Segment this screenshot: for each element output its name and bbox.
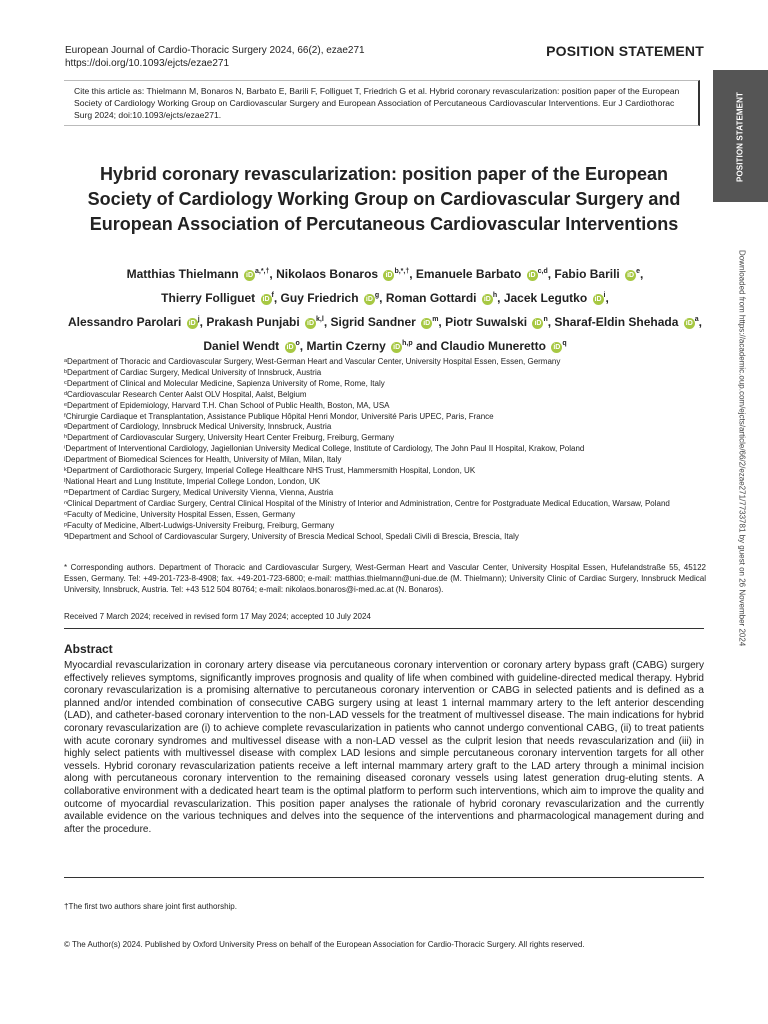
author — [554, 267, 640, 281]
affiliation-item: ᵈCardiovascular Research Center Aalst OLV Hospital, Aalst, Belgium — [64, 389, 307, 399]
author-affiliation-marker: b,*,† — [394, 268, 410, 275]
doi-link[interactable]: https://doi.org/10.1093/ejcts/ezae271 — [65, 58, 230, 69]
orcid-icon[interactable]: iD — [553, 344, 561, 351]
author-name: Sharaf-Eldin Shehada — [554, 315, 682, 329]
author-affiliation-marker: i — [603, 292, 606, 299]
footnote: †The first two authors share joint first authorship. — [64, 902, 237, 911]
position-statement-tab-label: POSITION STATEMENT — [735, 92, 745, 182]
author-affiliation-marker: e — [636, 268, 640, 275]
download-stamp — [737, 250, 756, 760]
journal-citation: European Journal of Cardio-Thoracic Surgery 2024, 66(2), ezae271 — [65, 45, 365, 56]
author-affiliation-marker: o — [295, 340, 300, 347]
author-name: Claudio Muneretto — [440, 339, 550, 353]
author — [386, 291, 497, 305]
affiliation-item: ᵒFaculty of Medicine, University Hospital Essen, Essen, Germany — [64, 509, 296, 519]
orcid-icon[interactable]: iD — [365, 296, 373, 303]
author-name: Matthias Thielmann — [126, 267, 242, 281]
author-name: Emanuele Barbato — [415, 267, 525, 281]
author — [281, 291, 380, 305]
author-list: Matthias Thielmann $iD^{a,*,\dagger}$, Nikolaos Bonaros $iD^{b,*,\dagger}$, Emanuele Barbato iD$^{c,d}$, Fabio Barili $iD^e$, Thierry Folliguet $iD^f$, Guy Friedrich $iD^g$, Roman Gottardi $iD^h$, Jacek Legutko $iD^i$, Alessandro Parolari $iD^j$, Prakash Punjabi iD$^{k,l}$, Sigrid Sandner $iD^m$, Piotr Suwalski $iD^n$, Sharaf-Eldin Shehada $iD^a$, Daniel Wendt $iD^o$, Martin Czerny iD$^{h,p}$ and Claudio Muneretto $iD^q$ — [67, 267, 703, 353]
author — [161, 291, 274, 305]
author-affiliation-marker: c,d — [537, 268, 548, 275]
author — [504, 291, 606, 305]
author-name: Guy Friedrich — [280, 291, 362, 305]
affiliation-item: ᵐDepartment of Cardiac Surgery, Medical University Vienna, Vienna, Austria — [64, 487, 334, 497]
author — [331, 315, 439, 329]
position-statement-tab — [713, 70, 768, 202]
paper-title: Hybrid coronary revascularization: position paper of the European Society of Cardiology Working Group on Cardiovascular Surgery and European Association of Percutaneous Cardiovascular Interventions — [87, 164, 681, 235]
affiliation-item: ʲDepartment of Biomedical Sciences for Health, University of Milan, Milan, Italy — [64, 455, 342, 465]
affiliation-item: ⁱDepartment of Interventional Cardiology, Jagiellonian University Medical College, Institute of Cardiology, The John Paul II Hospital, Krakow, Poland — [64, 444, 585, 454]
author-affiliation-marker: n — [543, 316, 548, 323]
affiliation-item: ᵏDepartment of Cardiothoracic Surgery, Imperial College Healthcare NHS Trust, Hammersmith Hospital, London, UK — [64, 466, 476, 476]
orcid-icon[interactable]: iD — [188, 320, 196, 327]
affiliation-item: ᵉDepartment of Epidemiology, Harvard T.H. Chan School of Public Health, Boston, MA, USA — [64, 400, 390, 410]
orcid-icon[interactable]: iD — [627, 272, 635, 279]
author-affiliation-marker: m — [432, 316, 439, 323]
author-name: Daniel Wendt — [203, 339, 283, 353]
abstract-top-rule — [64, 628, 704, 629]
author-name: Prakash Punjabi — [206, 315, 304, 329]
orcid-icon[interactable]: iD — [483, 296, 491, 303]
affiliation-item: ᵖFaculty of Medicine, Albert-Ludwigs-University Freiburg, Freiburg, Germany — [64, 520, 335, 530]
author-affiliation-marker: h,p — [402, 340, 413, 347]
author-name: Jacek Legutko — [503, 291, 591, 305]
author-name: Alessandro Parolari — [67, 315, 185, 329]
author-name: Fabio Barili — [554, 267, 624, 281]
orcid-icon[interactable]: iD — [307, 320, 315, 327]
author-affiliation-marker: k,l — [316, 316, 324, 323]
author — [68, 315, 200, 329]
article-type-label: POSITION STATEMENT — [546, 43, 704, 59]
affiliation-item: ʰDepartment of Cardiovascular Surgery, University Heart Center Freiburg, Freiburg, Germany — [64, 433, 395, 443]
orcid-icon[interactable]: iD — [594, 296, 602, 303]
affiliation-item: ⁿClinical Department of Cardiac Surgery, Central Clinical Hospital of the Ministry of Interior and Administration, Centre for Postgraduate Medical Education, Warsaw, Poland — [64, 498, 670, 508]
orcid-icon[interactable]: iD — [534, 320, 542, 327]
orcid-icon[interactable]: iD — [393, 344, 401, 351]
affiliation-item: ᶠChirurgie Cardiaque et Transplantation, Assistance Publique Hôpital Henri Mondor, Université Paris UPEC, Paris, France — [64, 411, 494, 421]
orcid-icon[interactable]: iD — [385, 272, 393, 279]
author — [441, 339, 567, 353]
author — [416, 267, 548, 281]
author — [306, 339, 412, 353]
affiliation-item: ᑫDepartment and School of Cardiovascular Surgery, University of Brescia Medical School, Spedali Civili di Brescia, Brescia, Italy — [64, 531, 519, 541]
author — [203, 339, 299, 353]
author — [206, 315, 324, 329]
author — [127, 267, 270, 281]
affiliation-item: ˡNational Heart and Lung Institute, Imperial College London, London, UK — [64, 476, 321, 486]
author — [554, 315, 698, 329]
author-name: Piotr Suwalski — [445, 315, 531, 329]
author-affiliation-marker: a,*,† — [255, 268, 270, 275]
author-affiliation-marker: a — [694, 316, 699, 323]
author-name: Martin Czerny — [306, 339, 390, 353]
affiliation-item: ᵍDepartment of Cardiology, Innsbruck Medical University, Innsbruck, Austria — [64, 422, 332, 432]
author-affiliation-marker: f — [271, 292, 274, 299]
orcid-icon[interactable]: iD — [286, 344, 294, 351]
orcid-icon[interactable]: iD — [528, 272, 536, 279]
author-affiliation-marker: j — [197, 316, 200, 323]
author-name: Sigrid Sandner — [330, 315, 420, 329]
copyright: © The Author(s) 2024. Published by Oxford University Press on behalf of the European Association for Cardio-Thoracic Surgery. All rights reserved. — [64, 940, 585, 949]
orcid-icon[interactable]: iD — [685, 320, 693, 327]
affiliation-item: ᵃDepartment of Thoracic and Cardiovascular Surgery, West-German Heart and Vascular Center, University Hospital Essen, Essen, Germany — [64, 357, 561, 366]
affiliation-item: ᵇDepartment of Cardiac Surgery, Medical University of Innsbruck, Austria — [64, 367, 322, 377]
author-name: Roman Gottardi — [385, 291, 480, 305]
abstract-bottom-rule — [64, 877, 704, 878]
corresponding-authors: * Corresponding authors. Department of Thoracic and Cardiovascular Surgery, West-German Heart and Vascular Center, University Hospital Essen, Hufelandstraße 55, 45122 Essen, Germany. Tel: +49-201-723-8-4908; fax. +49-201-723-6800; e-mail: matthias.thielmann@uni-due.de (M. Thielmann); University Clinic of Cardiac Surgery, Innsbruck Medical University, Innsbruck, Austria. Tel: +43 512 504 80764; e-mail: nikolaos.bonaros@i-med.ac.at (N. Bonaros). — [64, 563, 706, 594]
abstract-text: Myocardial revascularization in coronary artery disease via percutaneous coronary intervention or coronary artery bypass graft (CABG) surgery effectively relieves symptoms, significantly improves prognosis and quality of life when combined with guideline-directed medical therapy. Hybrid coronary revascularization is a promising alternative to percutaneous coronary intervention or CABG in selected patients and is defined as a planned and/or intended combination of consecutive CABG surgery using at least 1 internal mammary artery to the left anterior descending (LAD), and catheter-based coronary intervention to the non-LAD vessels for the treatment of multivessel disease. The main indications for hybrid coronary revascularization are (i) to achieve complete revascularization in patients who cannot undergo conventional CABG, (ii) to treat patients with acute coronary syndromes and multivessel disease with a non-LAD vessel as the culprit lesion that needs revascularization and (iii) in highly select patients with multivessel disease with complex LAD lesions and simple percutaneous coronary intervention targets for all other vessels. Hybrid coronary revascularization patients receive a left internal mammary artery graft to the LAD artery through a minimal incision along with percutaneous coronary intervention to the remaining diseased coronary vessels using latest generation drug-eluting stents. A collaborative environment with a dedicated heart team is the optimal platform to perform such interventions, which aim to improve the quality and outcome of myocardial revascularization. This position paper analyses the rationale of hybrid coronary revascularization and the currently available evidence on the various techniques and delves into the sequence of the interventions and pharmacological management during and after the procedure. — [64, 660, 704, 835]
orcid-icon[interactable]: iD — [262, 296, 270, 303]
author-affiliation-marker: q — [562, 340, 567, 347]
author-name: Thierry Folliguet — [161, 291, 259, 305]
author — [445, 315, 548, 329]
abstract-heading: Abstract — [64, 642, 113, 656]
orcid-icon[interactable]: iD — [423, 320, 431, 327]
citation-box: Cite this article as: Thielmann M, Bonaros N, Barbato E, Barili F, Folliguet T, Friedrich G et al. Hybrid coronary revascularization: position paper of the European Society of Cardiology Working Group on Cardiovascular Surgery and European Association of Percutaneous Cardiovascular Interventions. Eur J Cardiothorac Surg 2024; doi:10.1093/ejcts/ezae271. — [64, 80, 700, 126]
affiliation-item: ᶜDepartment of Clinical and Molecular Medicine, Sapienza University of Rome, Rome, Italy — [64, 378, 385, 388]
received-dates: Received 7 March 2024; received in revised form 17 May 2024; accepted 10 July 2024 — [64, 612, 371, 621]
author-affiliation-marker: g — [374, 292, 380, 299]
orcid-icon[interactable]: iD — [246, 272, 253, 279]
author-affiliation-marker: h — [492, 292, 498, 299]
author — [276, 267, 409, 281]
download-stamp-text: Downloaded from https://academic.oup.com/ejcts/article/66/2/ezae271/7733781 by guest on 26 November 2024 — [737, 250, 747, 647]
affiliations — [64, 357, 704, 542]
author-name: Nikolaos Bonaros — [276, 267, 382, 281]
